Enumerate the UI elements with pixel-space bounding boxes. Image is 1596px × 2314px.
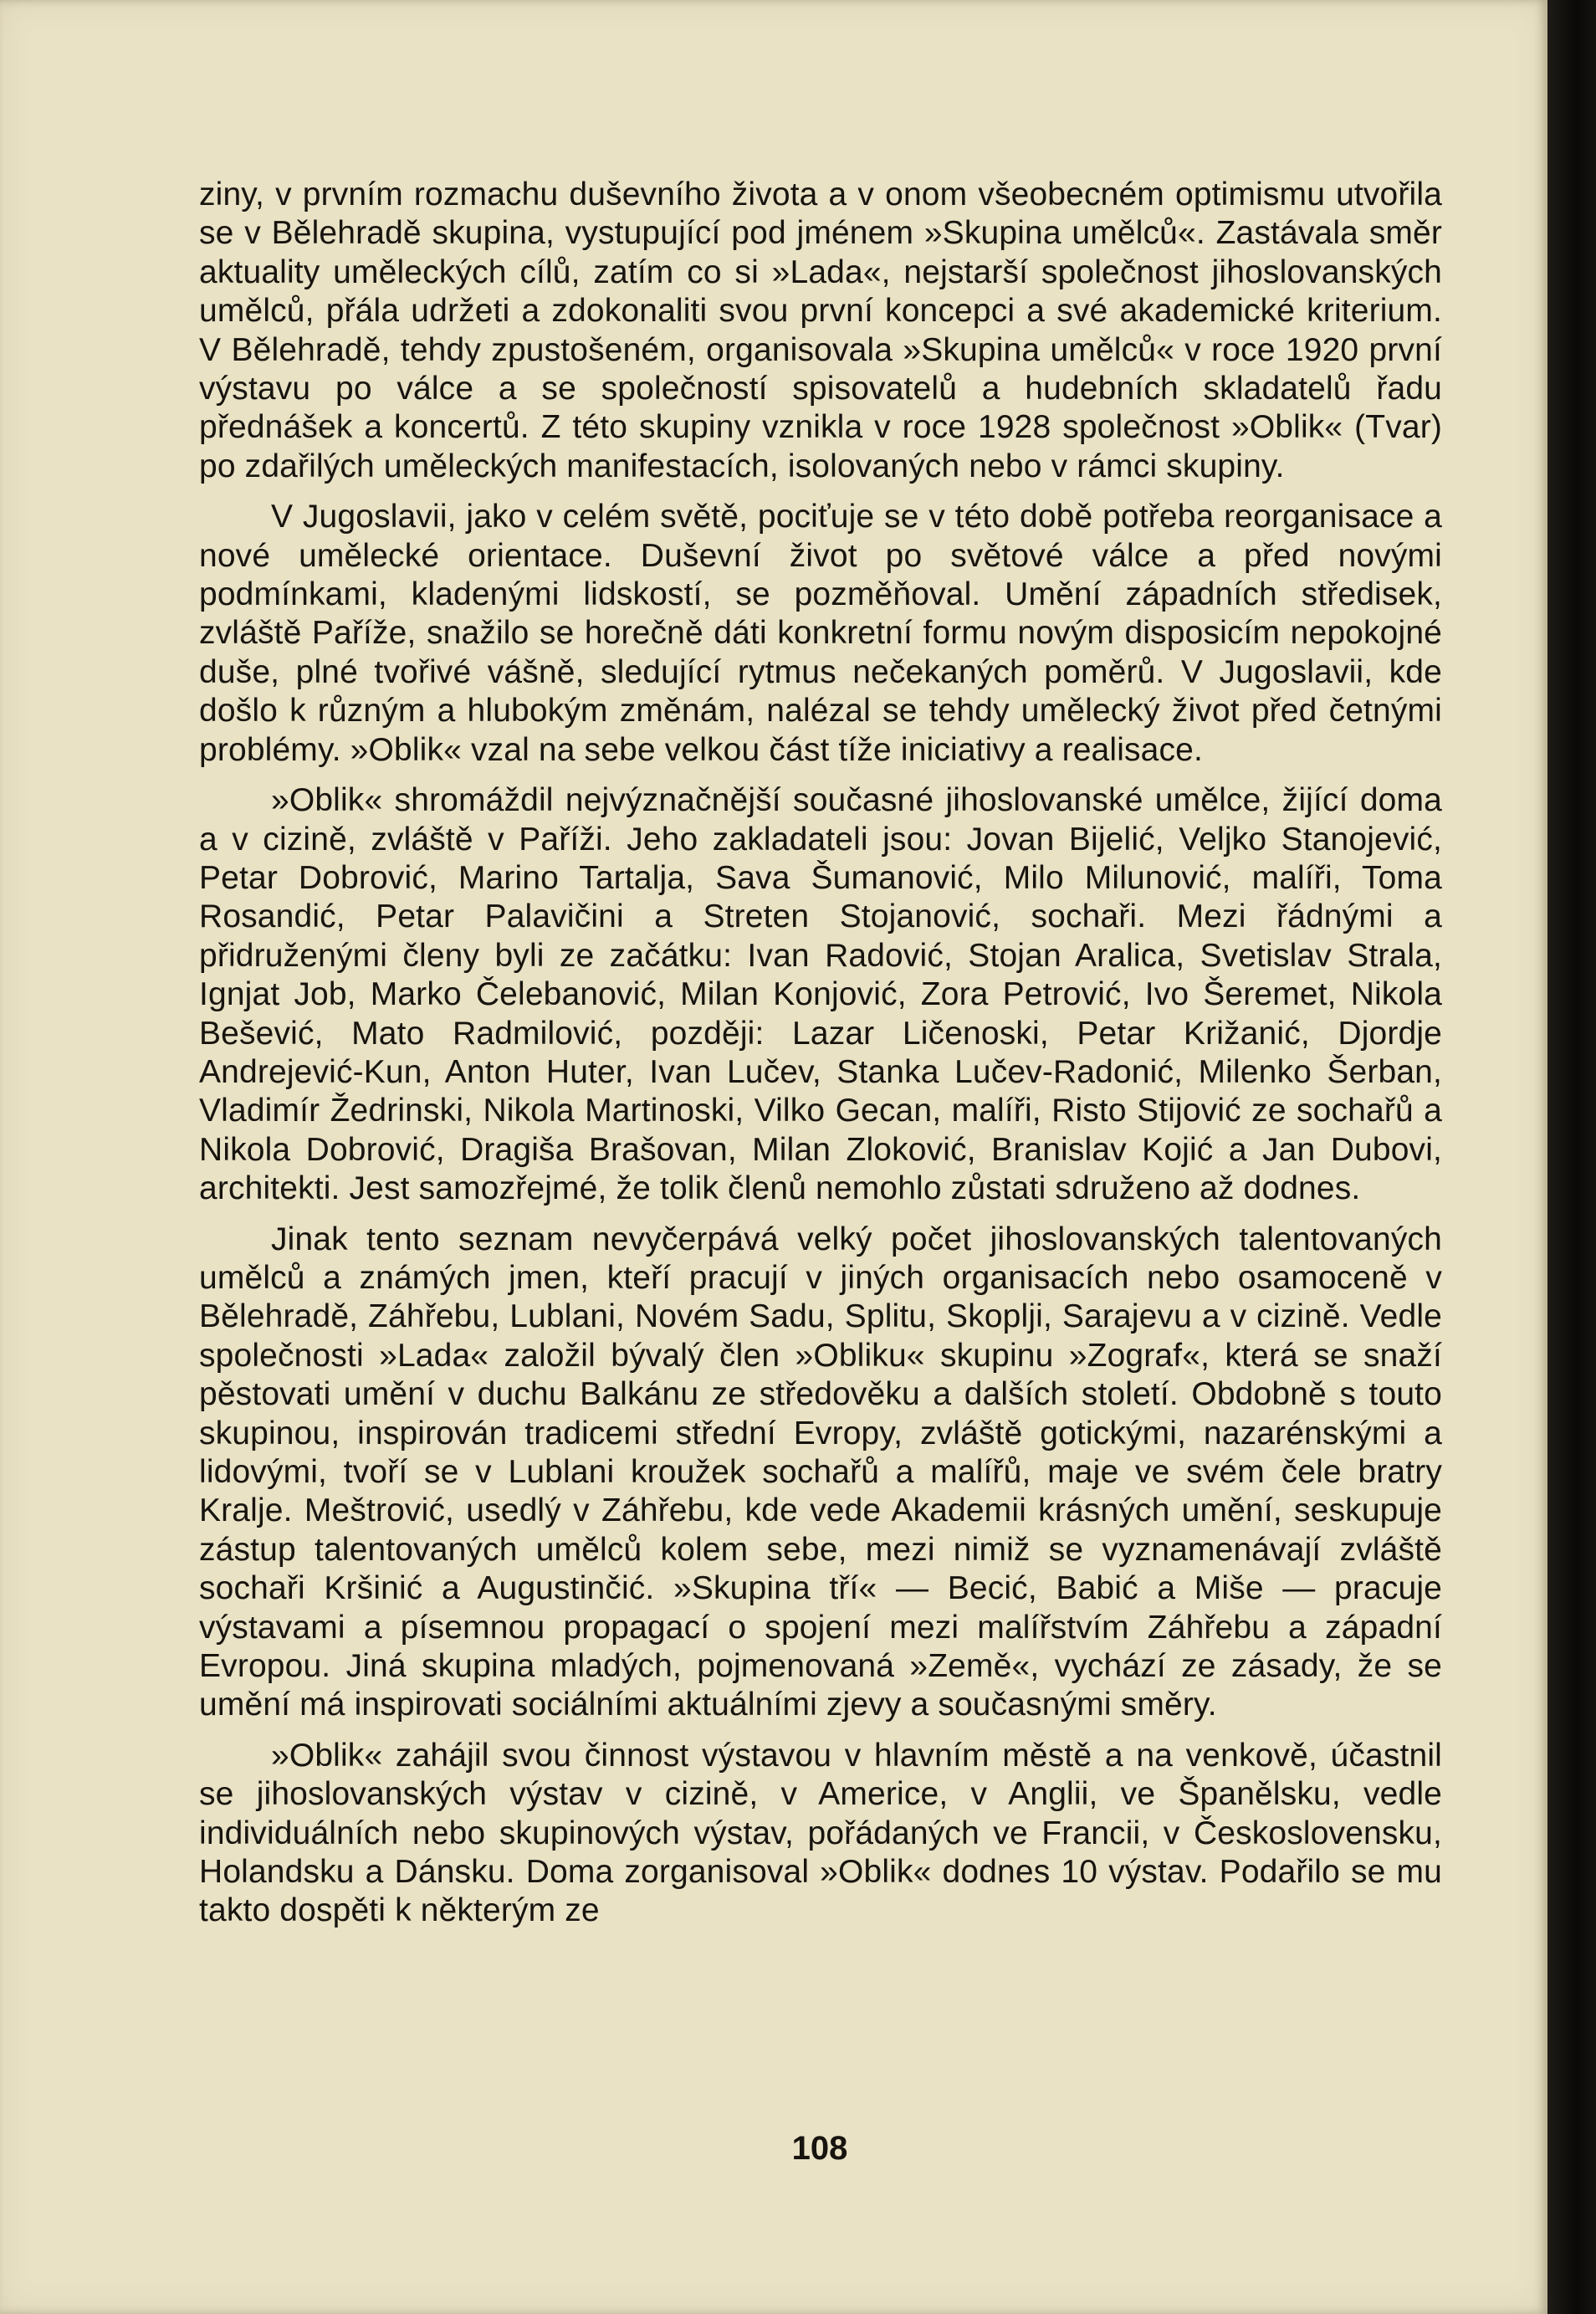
paragraph-5: »Oblik« zahájil svou činnost výstavou v hlavním městě a na venkově, účastnil se jihoslovanských výstav v cizině, v Americe, v Anglii, ve Španělsku, vedle individuálních nebo skupinových výstav, pořádaných ve Francii, v Československu, Holandsku a Dánsku. Doma zorganisoval »Oblik« dodnes 10 výstav. Podařilo se mu takto dospěti k některým ze [199, 1737, 1442, 1929]
body-text [199, 176, 1442, 1943]
book-spine-edge [1547, 0, 1596, 2314]
page-number: 108 [791, 2130, 848, 2167]
paragraph-2: V Jugoslavii, jako v celém světě, pociťuje se v této době potřeba reorganisace a nové umělecké orientace. Duševní život po světové válce a před novými podmínkami, kladenými lidskostí, se pozměňoval. Umění západních středisek, zvláště Paříže, snažilo se horečně dáti konkretní formu novým disposicím nepokojné duše, plné tvořivé vášně, sledující rytmus nečekaných poměrů. V Jugoslavii, kde došlo k různým a hlubokým změnám, nalézal se tehdy umělecký život před četnými problémy. »Oblik« vzal na sebe velkou část tíže iniciativy a realisace. [199, 499, 1442, 768]
paragraph-3: »Oblik« shromáždil nejvýznačnější současné jihoslovanské umělce, žijící doma a v cizině, zvláště v Paříži. Jeho zakladateli jsou: Jovan Bijelić, Veljko Stanojević, Petar Dobrović, Marino Tartalja, Sava Šumanović, Milo Milunović, malíři, Toma Rosandić, Petar Palavičini a Streten Stojanović, sochaři. Mezi řádnými a přidruženými členy byli ze začátku: Ivan Radović, Stojan Aralica, Svetislav Strala, Ignjat Job, Marko Čelebanović, Milan Konjović, Zora Petrović, Ivo Šeremet, Nikola Bešević, Mato Radmilović, později: Lazar Ličenoski, Petar Križanić, Djordje Andrejević-Kun, Anton Huter, Ivan Lučev, Stanka Lučev-Radonić, Milenko Šerban, Vladimír Žedrinski, Nikola Martinoski, Vilko Gecan, malíři, Risto Stijović ze sochařů a Nikola Dobrović, Dragiša Brašovan, Milan Zloković, Branislav Kojić a Jan Dubovi, architekti. Jest samozřejmé, že tolik členů nemohlo zůstati sdruženo až dodnes. [199, 782, 1442, 1207]
paragraph-4: Jinak tento seznam nevyčerpává velký počet jihoslovanských talentovaných umělců a známých jmen, kteří pracují v jiných organisacích nebo osamoceně v Bělehradě, Záhřebu, Lublani, Novém Sadu, Splitu, Skoplji, Sarajevu a v cizině. Vedle společnosti »Lada« založil bývalý člen »Obliku« skupinu »Zograf«, která se snaží pěstovati umění v duchu Balkánu ze středověku a dalších století. Obdobně s touto skupinou, inspirován tradicemi střední Evropy, zvláště gotickými, nazarénskými a lidovými, tvoří se v Lublani kroužek sochařů a malířů, maje ve svém čele bratry Kralje. Meštrović, usedlý v Záhřebu, kde vede Akademii krásných umění, seskupuje zástup talentovaných umělců kolem sebe, mezi nimiž se vyznamenávají zvláště sochaři Kršinić a Augustinčić. »Skupina tří« — Becić, Babić a Miše — pracuje výstavami a písemnou propagací o spojení mezi malířstvím Záhřebu a západní Evropou. Jiná skupina mladých, pojmenovaná »Země«, vychází ze zásady, že se umění má inspirovati sociálními aktuálními zjevy a současnými směry. [199, 1221, 1442, 1723]
paragraph-1: ziny, v prvním rozmachu duševního života a v onom všeobecném optimismu utvořila se v Bělehradě skupina, vystupující pod jménem »Skupina umělců«. Zastávala směr aktuality uměleckých cílů, zatím co si »Lada«, nejstarší společnost jihoslovanských umělců, přála udržeti a zdokonaliti svou první koncepci a své akademické kriterium. V Bělehradě, tehdy zpustošeném, organisovala »Skupina umělců« v roce 1920 první výstavu po válce a se společností spisovatelů a hudebních skladatelů řadu přednášek a koncertů. Z této skupiny vznikla v roce 1928 společnost »Oblik« (Tvar) po zdařilých uměleckých manifestacích, isolovaných nebo v rámci skupiny. [199, 177, 1442, 484]
